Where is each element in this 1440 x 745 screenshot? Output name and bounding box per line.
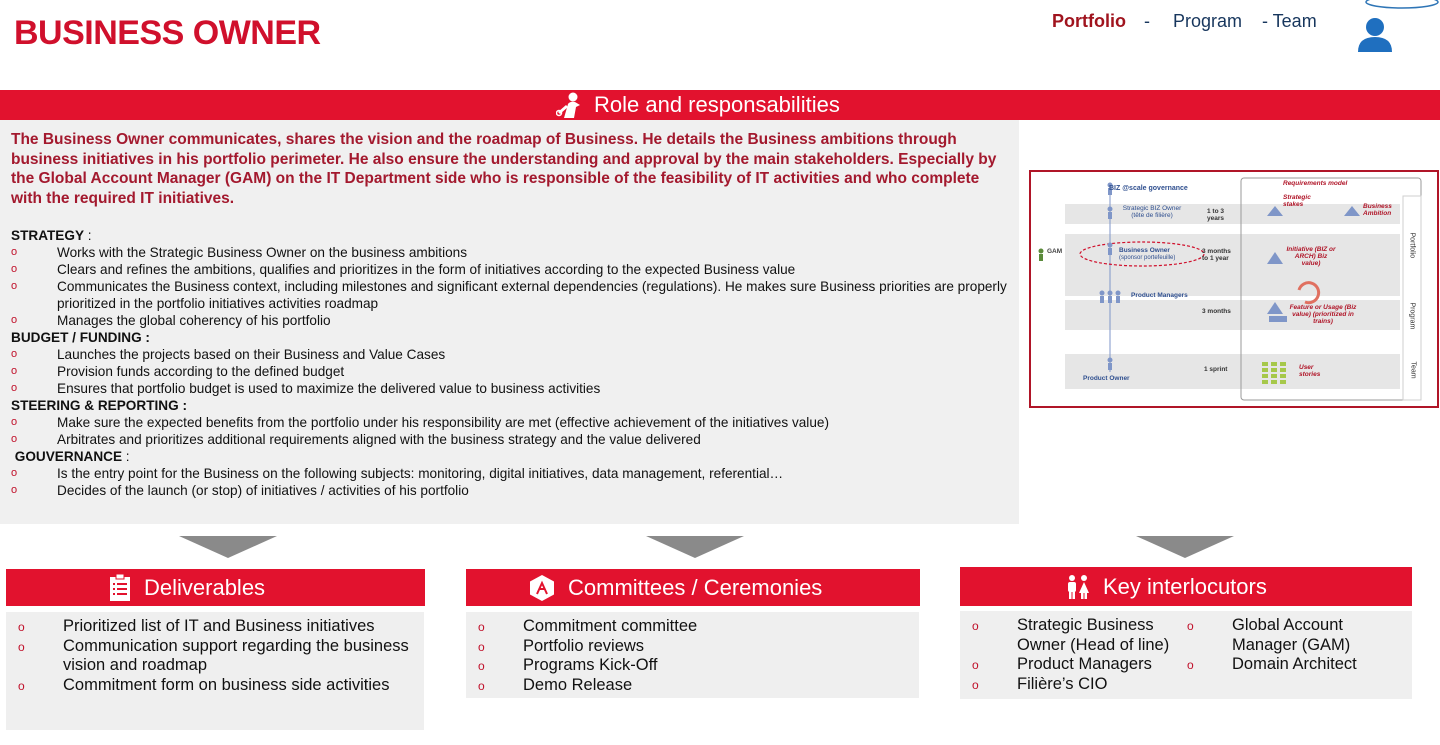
diagram-horizon3: 3 months [1202, 308, 1231, 315]
role-banner [0, 90, 1440, 120]
item-text: Product Managers [1017, 655, 1152, 673]
diagram-strategic-stakes: Strategic stakes [1283, 194, 1311, 208]
list-item: o Product Managers [972, 655, 1152, 673]
diagram-lane-portfolio: Portfolio [1408, 232, 1416, 259]
list-item: o Communication support regarding the business vision and roadmap [18, 636, 409, 674]
item-text: Arbitrates and prioritizes additional requirements aligned with the business strategy and the value delivered [57, 432, 701, 447]
diagram-biz-governance: BIZ @scale governance [1109, 185, 1188, 192]
deliverables-title: Deliverables [144, 574, 266, 600]
interlocutors-body [960, 611, 1412, 699]
diagram-horizon4: 1 sprint [1204, 366, 1228, 373]
list-item: o Portfolio reviews [478, 636, 645, 655]
item-text: Global Account Manager (GAM) [1232, 616, 1351, 654]
list-item: o Clears and refines the ambitions, qualifies and prioritizes in the form of initiatives according to the expected Business value [11, 262, 796, 277]
role-panel [0, 120, 1019, 524]
item-text: Filière’s CIO [1017, 674, 1108, 693]
nav-team[interactable]: - Team [1262, 11, 1317, 31]
item-text: Portfolio reviews [523, 636, 645, 655]
diagram-business-owner: Business Owner [1119, 247, 1170, 254]
item-text: Make sure the expected benefits from the portfolio under his responsibility are met (effective achievement of the initiatives value) [57, 415, 829, 430]
section-title: STRATEGY [11, 228, 85, 243]
section-strategy [11, 227, 1011, 329]
deliverables-header [6, 569, 425, 606]
interlocutors-title: Key interlocutors [1103, 573, 1267, 599]
item-text: Manages the global coherency of his portfolio [57, 313, 331, 328]
list-item: o Make sure the expected benefits from the portfolio under his responsibility are met (effective achievement of the initiatives value) [11, 415, 829, 430]
section-title: STEERING & REPORTING : [11, 398, 187, 413]
diagram-user-stories: User stories [1299, 364, 1321, 378]
item-text: Communicates the Business context, including milestones and significant external dependencies (regulations). He makes sure Business priorities are properly prioritized in the portfolio initiatives activities roadmap [57, 279, 1007, 311]
list-item: o Commitment committee [478, 617, 698, 635]
list-item: o Arbitrates and prioritizes additional requirements aligned with the business strategy and the value delivered [11, 432, 701, 447]
diagram-lane-team: Team [1409, 361, 1417, 379]
list-item: o Commitment form on business side activities [18, 675, 390, 694]
diagram-initiative: Initiative (BIZ or ARCH) Biz value) [1286, 246, 1336, 267]
item-text: Programs Kick-Off [523, 656, 658, 674]
list-item: o Filière’s CIO [972, 674, 1108, 693]
people-icon [1065, 574, 1091, 600]
diagram-lane-program: Program [1408, 302, 1416, 330]
item-text: Commitment form on business side activities [63, 675, 390, 694]
list-item: o Demo Release [478, 675, 633, 694]
list-item: o Is the entry point for the Business on the following subjects: monitoring, digital initiatives, data management, referential… [11, 466, 784, 481]
item-text: Clears and refines the ambitions, qualifies and prioritizes in the form of initiatives according to the expected Business value [57, 262, 796, 277]
nav-separator: - [1144, 11, 1150, 31]
list-item: o Decides of the launch (or stop) of initiatives / activities of his portfolio [11, 483, 469, 498]
item-text: Launches the projects based on their Business and Value Cases [57, 347, 446, 362]
section-title: GOUVERNANCE [11, 449, 123, 464]
list-item: o Ensures that portfolio budget is used to maximize the delivered value to business activities [11, 381, 601, 396]
diagram-horizon2: 3 months to 1 year [1202, 248, 1231, 262]
arrow-down-icon [1136, 536, 1234, 558]
clipboard-icon [108, 574, 132, 602]
item-text: Is the entry point for the Business on the following subjects: monitoring, digital initiatives, data management, referential… [57, 466, 784, 481]
section-suffix: : [122, 449, 130, 464]
item-text: Domain Architect [1232, 655, 1357, 673]
item-text: Demo Release [523, 675, 633, 694]
item-text: Communication support regarding the business vision and roadmap [63, 636, 409, 674]
list-item: o Provision funds according to the defined budget [11, 364, 345, 379]
diagram-product-owner: Product Owner [1083, 375, 1130, 382]
user-icon [1352, 0, 1440, 55]
role-heading: Role and responsabilities [594, 92, 840, 117]
committees-body [466, 612, 919, 698]
diagram-gam: GAM [1047, 248, 1063, 255]
nav-portfolio[interactable]: Portfolio [1052, 11, 1126, 31]
committees-card [466, 569, 920, 698]
diagram-business-owner-sub: (sponsor portefeuille) [1119, 255, 1176, 261]
arrow-down-icon [179, 536, 277, 558]
person-wrench-icon [556, 92, 586, 118]
list-item: o Communicates the Business context, including milestones and significant external dependencies (regulations). He makes sure Business priorities are properly prioritized in the portfolio initiatives activities roadmap [11, 279, 1007, 311]
list-item: o Prioritized list of IT and Business initiatives [18, 617, 375, 635]
item-text: Ensures that portfolio budget is used to maximize the delivered value to business activities [57, 381, 601, 396]
section-steering [11, 397, 1011, 448]
list-item: o Works with the Strategic Business Owner on the business ambitions [11, 245, 468, 260]
diagram-feature: Feature or Usage (Biz value) (prioritized in trains) [1289, 304, 1357, 325]
diagram-business-ambition: Business Ambition [1363, 203, 1392, 217]
list-item: o Domain Architect [1187, 655, 1357, 673]
page-title: BUSINESS OWNER [14, 14, 321, 52]
committees-title: Committees / Ceremonies [568, 574, 823, 600]
diagram-strategic-owner: Strategic BIZ Owner (tête de filière) [1122, 205, 1182, 219]
list-item: o Global Account Manager (GAM) [1187, 616, 1351, 654]
governance-diagram [1029, 170, 1439, 408]
list-item: o Programs Kick-Off [478, 656, 658, 674]
diagram-product-managers: Product Managers [1131, 292, 1188, 299]
interlocutors-header [960, 567, 1412, 606]
item-text: Commitment committee [523, 617, 698, 635]
arrow-down-icon [646, 536, 744, 558]
list-item: o Manages the global coherency of his portfolio [11, 313, 331, 328]
section-title: BUDGET / FUNDING : [11, 330, 150, 345]
role-intro: The Business Owner communicates, shares the vision and the roadmap of Business. He details the Business ambitions through business initiatives in his portfolio perimeter. He also ensure the understanding and approval by the main stakeholders. Especially by the Global Account Manager (GAM) on the IT Department side who is responsible of the feasibility of IT activities and who complete with the required IT initiatives. [11, 131, 997, 207]
item-text: Decides of the launch (or stop) of initiatives / activities of his portfolio [57, 483, 469, 498]
section-budget [11, 329, 1011, 397]
interlocutors-card [960, 567, 1412, 699]
list-item: o Strategic Business Owner (Head of line) [972, 616, 1170, 654]
section-gouvernance [11, 448, 1011, 499]
section-suffix: : [84, 228, 92, 243]
nav-program[interactable]: Program [1173, 11, 1243, 31]
committees-header [466, 569, 920, 606]
item-text: Strategic Business Owner (Head of line) [1017, 616, 1170, 654]
diagram-requirements-model: Requirements model [1283, 180, 1348, 187]
list-item: o Launches the projects based on their Business and Value Cases [11, 347, 446, 362]
item-text: Provision funds according to the defined budget [57, 364, 345, 379]
item-text: Works with the Strategic Business Owner on the business ambitions [57, 245, 468, 260]
diagram-horizon1: 1 to 3 years [1207, 208, 1224, 222]
hexagon-pointer-icon [528, 574, 556, 602]
role-sections [11, 227, 1011, 499]
deliverables-card [6, 569, 425, 730]
deliverables-body [6, 612, 424, 730]
item-text: Prioritized list of IT and Business initiatives [63, 617, 375, 635]
